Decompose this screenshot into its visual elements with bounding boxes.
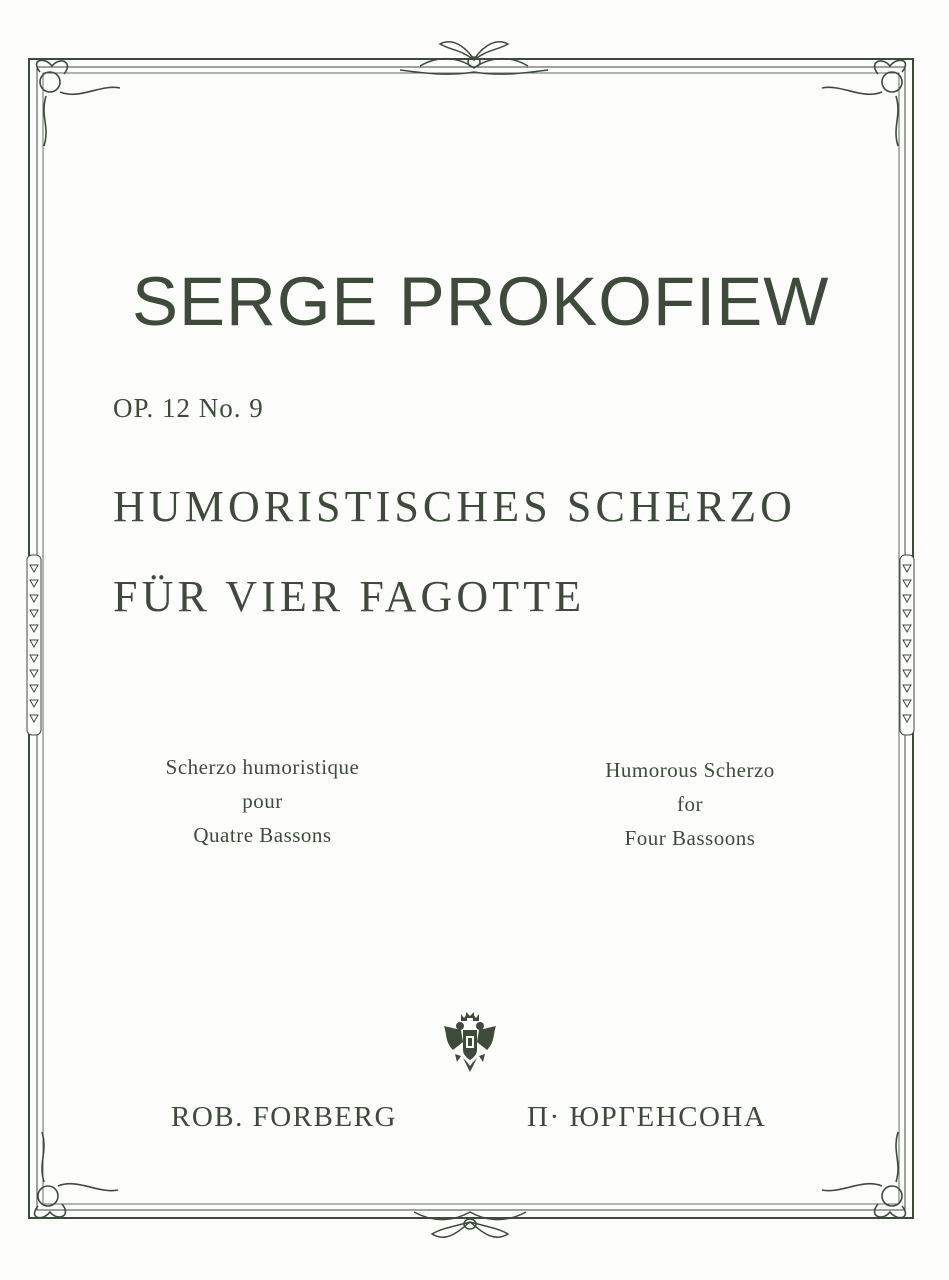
publisher-forberg: ROB. FORBERG xyxy=(171,1101,397,1133)
work-title-line-1: HUMORISTISCHES SCHERZO xyxy=(113,482,797,531)
opus-number: OP. 12 No. 9 xyxy=(113,393,264,423)
english-subtitle-line-3: Four Bassoons xyxy=(624,826,756,850)
bottom-right-corner-ornament xyxy=(822,1132,905,1218)
french-subtitle-line-2: pour xyxy=(242,789,283,813)
composer-name: SERGE PROKOFIEW xyxy=(132,263,830,340)
left-side-ornament xyxy=(27,555,41,735)
bottom-center-ornament xyxy=(414,1212,526,1237)
english-subtitle-line-2: for xyxy=(677,792,703,816)
french-subtitle xyxy=(130,750,395,852)
english-subtitle xyxy=(570,753,810,855)
double-headed-eagle-crest-icon xyxy=(441,1012,499,1076)
publisher-jurgenson: П· ЮРГЕНСОНА xyxy=(527,1101,767,1133)
right-side-ornament xyxy=(900,555,914,735)
work-title-line-2: FÜR VIER FAGOTTE xyxy=(113,572,586,621)
french-subtitle-line-1: Scherzo humoristique xyxy=(165,755,360,779)
english-subtitle-line-1: Humorous Scherzo xyxy=(605,758,775,782)
french-subtitle-line-3: Quatre Bassons xyxy=(193,823,332,847)
bottom-left-corner-ornament xyxy=(35,1132,118,1218)
